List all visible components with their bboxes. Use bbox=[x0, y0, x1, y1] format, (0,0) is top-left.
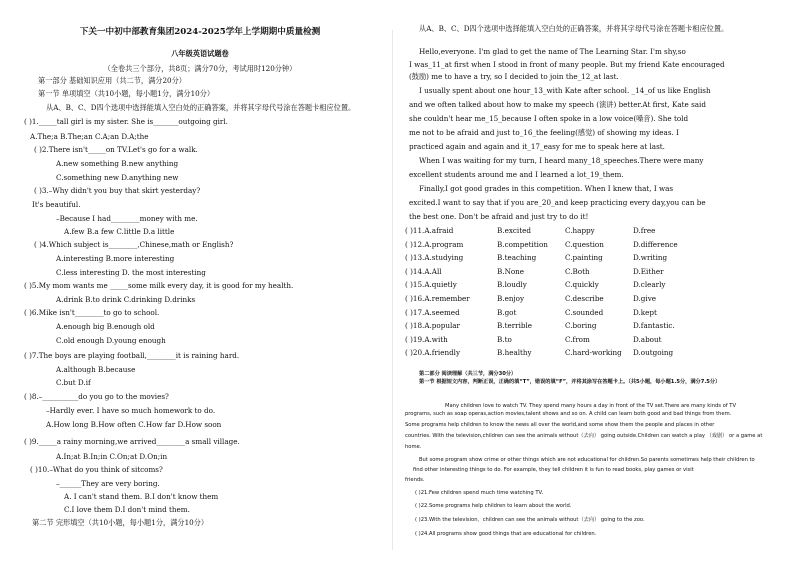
subject-title: 八年级英语试题卷 bbox=[171, 49, 229, 58]
cloze-line-5: and we often talked about how to make my speech (演讲) better.At first, Kate said bbox=[409, 100, 706, 109]
reading-line-1: Many children love to watch TV. They spend many hours a day in front of the TV set.There are many kinds of TV bbox=[445, 403, 737, 409]
cloze-option-18-C: C.boring bbox=[565, 321, 597, 331]
cloze-line-8: practiced again and again and it_17_easy for me to speak here at last. bbox=[409, 142, 665, 151]
cloze-option-row-19: ( )19.A.with bbox=[405, 334, 448, 344]
question-7-options-cd: C.but D.if bbox=[56, 378, 91, 387]
cloze-option-15-D: D.clearly bbox=[633, 280, 666, 290]
cloze-option-row-15: ( )15.A.quietly bbox=[405, 280, 457, 290]
cloze-option-16-B: B.enjoy bbox=[497, 294, 525, 303]
part1-title: 第一部分 基础知识应用（共二节，满分20分） bbox=[38, 76, 186, 85]
cloze-option-11-D: D.free bbox=[633, 226, 656, 235]
question-1-options: A.The;a B.The;an C.A;an D.A;the bbox=[30, 132, 149, 141]
question-7-options-ab: A.although B.because bbox=[56, 365, 136, 374]
reading-line-5: home. bbox=[405, 444, 422, 450]
question-3-cont: It's beautiful. bbox=[32, 200, 81, 209]
cloze-option-14-C: C.Both bbox=[565, 266, 590, 276]
cloze-option-row-11: ( )11.A.afraid bbox=[405, 226, 454, 235]
question-2-options-ab: A.new something B.new anything bbox=[56, 159, 179, 168]
section1-title: 第一节 单项填空（共10小题，每小题1分，满分10分） bbox=[38, 89, 215, 98]
cloze-line-12: excited.I want to say that if you are_20_and keep practicing every day,you can be bbox=[409, 198, 706, 207]
cloze-option-11-B: B.excited bbox=[497, 226, 531, 235]
reading-line-3: Some programs help children to know the news all over the world,and some show them the people and places in other bbox=[405, 422, 715, 428]
cloze-option-18-B: B.terrible bbox=[497, 321, 533, 331]
cloze-line-1: Hello,everyone. I'm glad to get the name of The Learning Star. I'm shy,so bbox=[419, 47, 686, 56]
question-7: ( )7.The boys are playing football,________it is raining hard. bbox=[24, 351, 240, 360]
cloze-option-16-C: C.describe bbox=[565, 294, 604, 303]
cloze-option-17-C: C.sounded bbox=[565, 307, 604, 317]
statement-24: ( )24.All programs show good things that are educational for children. bbox=[415, 531, 597, 537]
cloze-option-row-20: ( )20.A.friendly bbox=[405, 348, 461, 358]
question-6: ( )6.Mike isn't________to go to school. bbox=[24, 308, 160, 317]
question-6-options-ab: A.enough big B.enough old bbox=[56, 322, 155, 331]
statement-21: ( )21.Few children spend much time watching TV. bbox=[415, 490, 544, 496]
cloze-option-20-B: B.healthy bbox=[497, 348, 532, 358]
part2-title: 第二部分 阅读理解（共三节，满分30分） bbox=[419, 371, 517, 377]
cloze-option-11-C: C.happy bbox=[565, 226, 595, 235]
question-9-options: A.In;at B.In;in C.On;at D.On;in bbox=[56, 452, 168, 461]
cloze-line-4: I usually spent about one hour_13_with Kate after school. _14_of us like English bbox=[419, 86, 711, 95]
question-1: ( )1._____tall girl is my sister. She is_______outgoing girl. bbox=[24, 117, 228, 126]
cloze-line-6: she couldn't hear me_15_because I often spoke in a low voice(嗓音). She told bbox=[409, 114, 689, 123]
cloze-option-14-D: D.Either bbox=[633, 266, 664, 276]
cloze-option-12-B: B.competition bbox=[497, 239, 548, 249]
cloze-option-row-12: ( )12.A.program bbox=[405, 239, 464, 249]
cloze-line-10: excellent students around me and I learned a lot_19_them. bbox=[409, 170, 624, 179]
cloze-line-9: When I was waiting for my turn, I heard many_18_speeches.There were many bbox=[419, 156, 704, 165]
reading-line-4: countries. With the television,children can see the animals without（去向） going outside.Children can watch a play （戏剧） or a game at bbox=[405, 433, 763, 439]
cloze-option-row-16: ( )16.A.remember bbox=[405, 294, 470, 303]
question-4-options-ab: A.interesting B.more interesting bbox=[56, 254, 175, 263]
column-divider bbox=[392, 30, 393, 550]
cloze-option-row-13: ( )13.A.studying bbox=[405, 253, 464, 263]
cloze-option-20-D: D.outgoing bbox=[633, 348, 674, 358]
cloze-option-17-D: D.kept bbox=[633, 307, 657, 317]
cloze-option-15-B: B.loudly bbox=[497, 280, 527, 290]
question-10-options-ab: A. I can't stand them. B.I don't know them bbox=[64, 492, 219, 501]
question-10-reply: –______They are very boring. bbox=[56, 479, 160, 488]
statement-23: ( )23.With the television，children can see the animals without（去向） going to the zoo. bbox=[415, 517, 645, 523]
cloze-line-7: me not to be afraid and just to_16_the feeling(感觉) of showing my ideas. I bbox=[409, 128, 679, 137]
cloze-option-12-C: C.question bbox=[565, 239, 604, 249]
cloze-line-11: Finally,I got good grades in this competition. When I knew that, I was bbox=[419, 184, 674, 193]
question-8-reply: –Hardly ever. I have so much homework to do. bbox=[46, 406, 216, 415]
cloze-line-2: I was_11_at first when I stood in front of many people. But my friend Kate encouraged bbox=[409, 60, 725, 69]
section1-instruction: 从A、B、C、D四个选项中选择能填入空白处的正确答案，并将其字母代号涂在答题卡相应位置。 bbox=[46, 103, 356, 112]
question-5-options: A.drink B.to drink C.drinking D.drinks bbox=[56, 295, 196, 304]
cloze-option-15-C: C.quickly bbox=[565, 280, 599, 290]
cloze-option-13-B: B.teaching bbox=[497, 253, 537, 263]
cloze-line-3: (鼓励) me to have a try, so I decided to join the_12_at last. bbox=[409, 72, 619, 81]
cloze-option-19-C: C.from bbox=[565, 334, 590, 344]
cloze-option-19-D: D.about bbox=[633, 334, 662, 344]
cloze-option-12-D: D.difference bbox=[633, 239, 678, 249]
question-6-options-cd: C.old enough D.young enough bbox=[56, 336, 166, 345]
cloze-line-13: the best one. Don't be afraid and just try to do it! bbox=[409, 212, 589, 221]
cloze-instruction: 从A、B、C、D四个选项中选择能填入空白处的正确答案，并将其字母代号涂在答题卡相应位置。 bbox=[419, 24, 729, 33]
cloze-option-row-17: ( )17.A.seemed bbox=[405, 307, 460, 317]
question-9: ( )9._____a rainy morning,we arrived________a small village. bbox=[24, 437, 240, 446]
question-8: ( )8.–__________do you go to the movies? bbox=[24, 392, 169, 401]
cloze-option-14-B: B.None bbox=[497, 266, 525, 276]
section2-title: 第二节 完形填空（共10小题，每小题1分，满分10分） bbox=[32, 518, 209, 527]
question-4-options-cd: C.less interesting D. the most interesting bbox=[56, 268, 206, 277]
question-4: ( )4.Which subject is________,Chinese,math or English? bbox=[34, 240, 234, 249]
cloze-option-16-D: D.give bbox=[633, 294, 657, 303]
cloze-option-17-B: B.got bbox=[497, 307, 517, 317]
reading-line-8: friends. bbox=[405, 477, 425, 483]
question-10: ( )10.–What do you think of sitcoms? bbox=[30, 465, 163, 474]
cloze-option-row-18: ( )18.A.popular bbox=[405, 321, 460, 331]
question-3-reply: –Because I had________money with me. bbox=[56, 214, 198, 223]
question-8-options: A.How long B.How often C.How far D.How soon bbox=[46, 420, 222, 429]
question-3: ( )3.–Why didn't you buy that skirt yesterday? bbox=[34, 186, 201, 195]
cloze-option-18-D: D.fantastic. bbox=[633, 321, 675, 331]
cloze-option-19-B: B.to bbox=[497, 334, 512, 344]
reading-line-6: But some program show crime or other things which are not educational for children.So parents sometimes help their children to bbox=[419, 457, 755, 463]
reading-line-7: find other interesting things to do. For example, they tell children it is fun to read books, play games or visit bbox=[413, 467, 694, 473]
cloze-option-13-C: C.painting bbox=[565, 253, 603, 263]
question-2: ( )2.There isn't_____on TV.Let's go for a walk. bbox=[34, 145, 198, 154]
question-2-options-cd: C.something new D.anything new bbox=[56, 173, 179, 182]
exam-info: （全卷共三个部分，共8页；满分70分，考试用时120分钟） bbox=[103, 64, 297, 73]
statement-22: ( )22.Some programs help children to learn about the world. bbox=[415, 503, 572, 509]
reading-instruction: 第一节 根据短文内容，判断正误，正确的填“T”，错误的填“F”，并将其涂写在答题卡上。（共5小题，每小题1.5分，满分7.5分） bbox=[419, 379, 721, 385]
cloze-option-row-14: ( )14.A.All bbox=[405, 266, 442, 276]
question-3-options: A.few B.a few C.little D.a little bbox=[64, 227, 175, 236]
reading-line-2: programs, such as soap operas,action movies,talent shows and so on. A child can learn both good and bad things from them. bbox=[405, 411, 732, 417]
cloze-option-20-C: C.hard-working bbox=[565, 348, 622, 358]
question-5: ( )5.My mom wants me _____some milk every day, it is good for my health. bbox=[24, 281, 294, 290]
cloze-option-13-D: D.writing bbox=[633, 253, 668, 263]
school-title: 下关一中初中部教育集团2024-2025学年上学期期中质量检测 bbox=[79, 27, 321, 37]
question-10-options-cd: C.I love them D.I don't mind them. bbox=[64, 505, 190, 514]
